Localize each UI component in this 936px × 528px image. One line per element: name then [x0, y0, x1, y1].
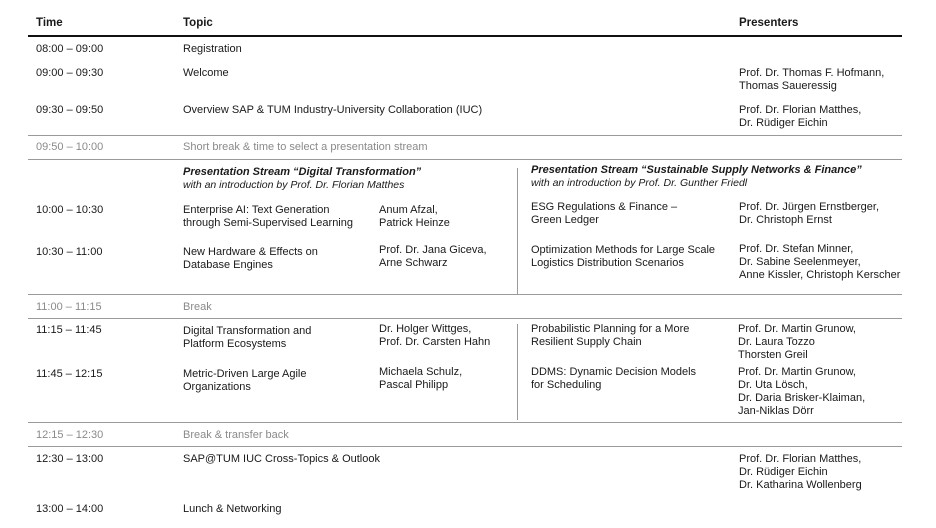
topic-line: for Scheduling [531, 379, 602, 391]
stream-separator [517, 324, 518, 420]
presenter-line: Anum Afzal, [379, 204, 438, 216]
time-cell: 11:00 – 11:15 [36, 301, 102, 313]
presenter-line: Dr. Holger Wittges, [379, 323, 472, 335]
time-cell: 12:30 – 13:00 [36, 453, 104, 465]
topic-line: Database Engines [183, 259, 273, 271]
presenter-line: Dr. Rüdiger Eichin [739, 466, 828, 478]
stream-title-right: Presentation Stream “Sustainable Supply Networks & Finance” [531, 164, 862, 176]
topic-line: Logistics Distribution Scenarios [531, 257, 684, 269]
divider [28, 422, 902, 423]
topic-line: Organizations [183, 381, 251, 393]
time-cell: 11:45 – 12:15 [36, 368, 103, 380]
presenter-line: Dr. Laura Tozzo [738, 336, 815, 348]
presenter-line: Prof. Dr. Thomas F. Hofmann, [739, 67, 885, 79]
topic-line: Digital Transformation and [183, 325, 312, 337]
topic-cell: Registration [183, 43, 242, 55]
topic-line: ESG Regulations & Finance – [531, 201, 678, 213]
divider [28, 135, 902, 136]
time-cell: 10:30 – 11:00 [36, 246, 103, 258]
presenter-line: Dr. Katharina Wollenberg [739, 479, 862, 491]
presenter-line: Arne Schwarz [379, 257, 448, 269]
header-rule [28, 35, 902, 37]
topic-cell: Overview SAP & TUM Industry-University Collaboration (IUC) [183, 104, 483, 116]
stream-subtitle-right: with an introduction by Prof. Dr. Gunther Friedl [531, 177, 748, 189]
presenter-line: Thomas Saueressig [739, 80, 837, 92]
time-cell: 12:15 – 12:30 [36, 429, 104, 441]
topic-line: Optimization Methods for Large Scale [531, 244, 716, 256]
time-cell: 11:15 – 11:45 [36, 324, 102, 336]
topic-cell: Break & transfer back [183, 429, 289, 441]
topic-cell: Welcome [183, 67, 229, 79]
stream-subtitle-left: with an introduction by Prof. Dr. Florian Matthes [183, 179, 405, 191]
topic-line: Resilient Supply Chain [531, 336, 642, 348]
header-time: Time [36, 17, 63, 29]
presenter-line: Dr. Rüdiger Eichin [739, 117, 828, 129]
presenter-line: Prof. Dr. Carsten Hahn [379, 336, 491, 348]
topic-cell: SAP@TUM IUC Cross-Topics & Outlook [183, 453, 380, 465]
time-cell: 08:00 – 09:00 [36, 43, 104, 55]
presenter-line: Dr. Christoph Ernst [739, 214, 832, 226]
stream-separator [517, 168, 518, 294]
presenter-line: Dr. Daria Brisker-Klaiman, [738, 392, 866, 404]
time-cell: 10:00 – 10:30 [36, 204, 104, 216]
presenter-line: Prof. Dr. Jürgen Ernstberger, [739, 201, 880, 213]
divider [28, 318, 902, 319]
presenter-line: Prof. Dr. Martin Grunow, [738, 366, 856, 378]
topic-line: Probabilistic Planning for a More [531, 323, 690, 335]
presenter-line: Patrick Heinze [379, 217, 450, 229]
time-cell: 09:00 – 09:30 [36, 67, 104, 79]
presenter-line: Prof. Dr. Florian Matthes, [739, 104, 862, 116]
time-cell: 13:00 – 14:00 [36, 503, 104, 515]
topic-cell: Break [183, 301, 212, 313]
presenter-line: Prof. Dr. Martin Grunow, [738, 323, 856, 335]
topic-line: Enterprise AI: Text Generation [183, 204, 330, 216]
presenter-line: Dr. Sabine Seelenmeyer, [739, 256, 861, 268]
presenter-line: Jan-Niklas Dörr [738, 405, 814, 417]
topic-cell: Lunch & Networking [183, 503, 282, 515]
topic-line: Green Ledger [531, 214, 599, 226]
topic-cell: Short break & time to select a presentation stream [183, 141, 428, 153]
presenter-line: Pascal Philipp [379, 379, 449, 391]
stream-title-left: Presentation Stream “Digital Transformation” [183, 166, 422, 178]
time-cell: 09:30 – 09:50 [36, 104, 104, 116]
header-presenters: Presenters [739, 17, 799, 29]
divider [28, 159, 902, 160]
divider [28, 294, 902, 295]
presenter-line: Michaela Schulz, [379, 366, 463, 378]
presenter-line: Thorsten Greil [738, 349, 808, 361]
presenter-line: Prof. Dr. Stefan Minner, [739, 243, 854, 255]
presenter-line: Anne Kissler, Christoph Kerscher [739, 269, 901, 281]
topic-line: through Semi-Supervised Learning [183, 217, 353, 229]
topic-line: Metric-Driven Large Agile [183, 368, 307, 380]
topic-line: Platform Ecosystems [183, 338, 287, 350]
divider [28, 446, 902, 447]
topic-line: DDMS: Dynamic Decision Models [531, 366, 697, 378]
presenter-line: Prof. Dr. Florian Matthes, [739, 453, 862, 465]
presenter-line: Dr. Uta Lösch, [738, 379, 808, 391]
topic-line: New Hardware & Effects on [183, 246, 318, 258]
presenter-line: Prof. Dr. Jana Giceva, [379, 244, 487, 256]
header-topic: Topic [183, 17, 213, 29]
time-cell: 09:50 – 10:00 [36, 141, 104, 153]
